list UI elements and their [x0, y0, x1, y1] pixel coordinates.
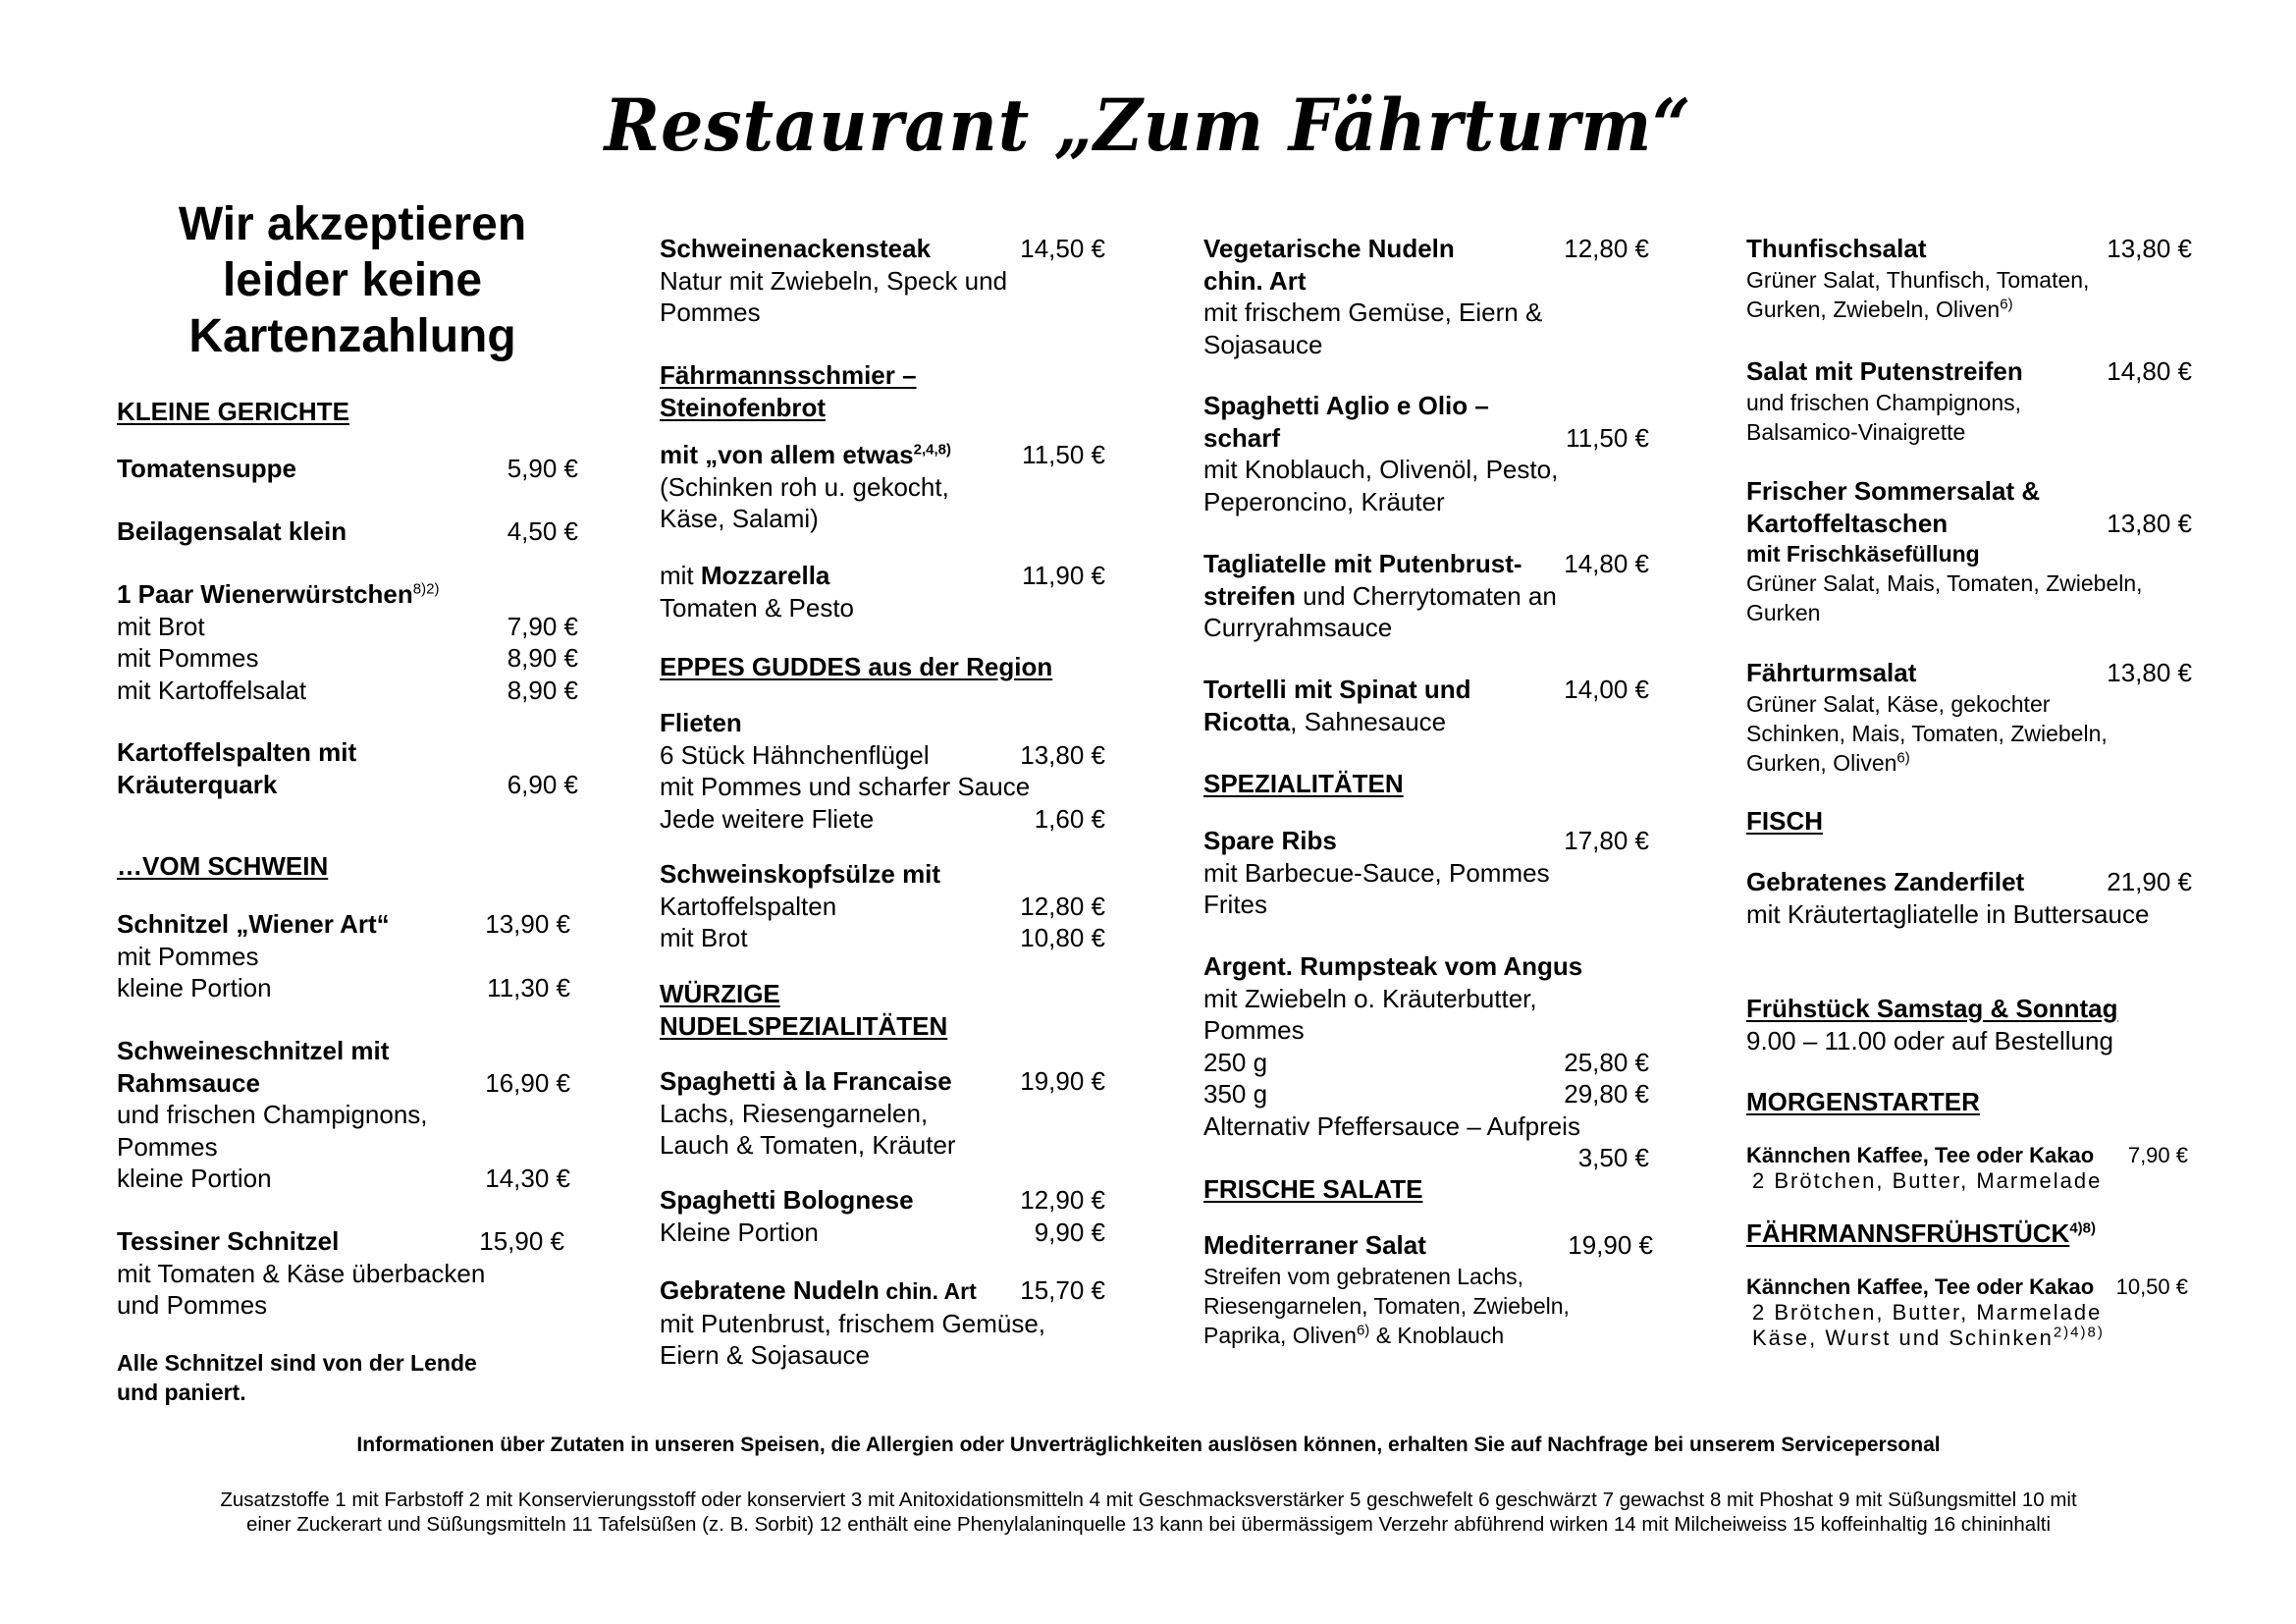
section-heading-frische-salate: FRISCHE SALATE [1203, 1174, 1423, 1204]
menu-item-kartoffelspalten: Kartoffelspalten mit Kräuterquark 6,90 € [117, 737, 578, 799]
menu-item-tortelli: Tortelli mit Spinat und 14,00 € Ricotta, Sahnesauce [1203, 675, 1649, 736]
section-heading-morgenstarter: MORGENSTARTER [1746, 1087, 1980, 1116]
menu-item-sommersalat: Frischer Sommersalat & Kartoffeltaschen 13,80 € mit Frischkäsefüllung Grüner Salat, Mais, Tomaten, Zwiebeln, Gurken [1746, 476, 2192, 625]
menu-item-thunfischsalat: Thunfischsalat 13,80 € Grüner Salat, Thunfisch, Tomaten, Gurken, Zwiebeln, Oliven$^{6)}$ [1746, 234, 2192, 322]
menu-item-tomatensuppe: Tomatensuppe 5,90 € [117, 454, 578, 483]
card-payment-notice: Wir akzeptieren leider keine Kartenzahlung [178, 198, 527, 362]
allergen-info: Informationen über Zutaten in unseren Speisen, die Allergien oder Unverträglichkeiten auslösen können, erhalten Sie auf Nachfrage bei unserem Servicepersonal [356, 1434, 1941, 1456]
menu-item-mediterraner-salat: Mediterraner Salat 19,90 € Streifen vom gebratenen Lachs, Riesengarnelen, Tomaten, Zwiebeln, Paprika, Oliven$^{6)}$ & Knoblauch [1203, 1230, 1653, 1348]
menu-item-schweinskopfsuelze: Schweinskopfsülze mit Kartoffelspalten 12,80 € mit Brot 10,80 € [660, 859, 1105, 952]
menu-item-spaghetti-francaise: Spaghetti à la Francaise 19,90 € Lachs, Riesengarnelen, Lauch & Tomaten, Kräuter [660, 1066, 1105, 1160]
menu-item-morgenstarter: Kännchen Kaffee, Tee oder Kakao 7,90 € 2 Brötchen, Butter, Marmelade [1746, 1143, 2188, 1193]
section-heading-spezialitaeten: SPEZIALITÄTEN [1203, 769, 1404, 798]
section-heading-eppes-guddes: EPPES GUDDES aus der Region [660, 652, 1053, 681]
menu-item-wienerwuerstchen: 1 Paar Wienerwürstchen$^{8)2)}$ mit Brot 7,90 € mit Pommes 8,90 € mit Kartoffelsalat 8,90 € [117, 579, 578, 705]
section-heading-vom-schwein: …VOM SCHWEIN [117, 851, 329, 881]
section-heading-faehrmannsschmier: Fährmannsschmier – Steinofenbrot [660, 360, 917, 422]
schnitzel-note: Alle Schnitzel sind von der Lende und paniert. [117, 1350, 477, 1405]
menu-item-faehrturmsalat: Fährturmsalat 13,80 € Grüner Salat, Käse, gekochter Schinken, Mais, Tomaten, Zwiebeln, Gurken, Oliven$^{6)}$ [1746, 658, 2192, 776]
menu-item-faehrmannsfruehstueck: Kännchen Kaffee, Tee oder Kakao 10,50 € 2 Brötchen, Butter, Marmelade Käse, Wurst und Schinken$^{2)4)8)}$ [1746, 1274, 2188, 1350]
menu-item-schweinenackensteak: Schweinenackensteak 14,50 € Natur mit Zwiebeln, Speck und Pommes [660, 234, 1105, 327]
menu-item-gebratene-nudeln: Gebratene Nudeln chin. Art 15,70 € mit Putenbrust, frischem Gemüse, Eiern & Sojasauce [660, 1275, 1105, 1370]
menu-item-schweineschnitzel: Schweineschnitzel mit Rahmsauce 16,90 € und frischen Champignons, Pommes kleine Portion 14,30 € [117, 1036, 570, 1193]
menu-item-rumpsteak: Argent. Rumpsteak vom Angus mit Zwiebeln o. Kräuterbutter, Pommes 250 g 25,80 € 350 g 29,80 € Alternativ Pfeffersauce – Aufpreis 3,50 € [1203, 951, 1649, 1172]
menu-item-beilagensalat: Beilagensalat klein 4,50 € [117, 516, 578, 546]
menu-item-zanderfilet: Gebratenes Zanderfilet 21,90 € mit Kräutertagliatelle in Buttersauce [1746, 867, 2192, 929]
menu-item-mozzarella: mit Mozzarella 11,90 € Tomaten & Pesto [660, 561, 1105, 623]
section-heading-fruehstueck: Frühstück Samstag & Sonntag 9.00 – 11.00 oder auf Bestellung [1746, 994, 2118, 1056]
menu-item-vegetarische-nudeln: Vegetarische Nudeln 12,80 € chin. Art mit frischem Gemüse, Eiern & Sojasauce [1203, 234, 1649, 359]
section-heading-faehrmannsfruehstueck: $FÄHRMANNSFRÜHSTÜCK^{4)8)}$ [1746, 1218, 2096, 1248]
menu-item-schnitzel-wiener-art: Schnitzel „Wiener Art“ 13,90 € mit Pommes kleine Portion 11,30 € [117, 909, 570, 1002]
menu-item-von-allem-etwas: mit „von allem etwas$^{2,4,8)}$ 11,50 € (Schinken roh u. gekocht, Käse, Salami) [660, 440, 1105, 533]
additives-info: Zusatzstoffe 1 mit Farbstoff 2 mit Konservierungsstoff oder konserviert 3 mit Anitoxidationsmitteln 4 mit Geschmacksverstärker 5 geschwefelt 6 geschwärzt 7 gewachst 8 mit Phoshat 9 mit Süßungsmittel 10 mit einer Zuckerart und Süßungsmitteln 11 Tafelsüßen (z. B. Sorbit) 12 enthält eine Phenylalaninquelle 13 kann bei übermässigem Verzehr abführend wirken 14 mit Milcheiweiss 15 koffeinhaltig 16 chininhalti [220, 1489, 2077, 1536]
section-heading-nudelspezialitaeten: WÜRZIGE NUDELSPEZIALITÄTEN [660, 979, 948, 1041]
menu-item-flieten: Flieten 6 Stück Hähnchenflügel 13,80 € mit Pommes und scharfer Sauce Jede weitere Fliete 1,60 € [660, 708, 1105, 834]
section-heading-kleine-gerichte: KLEINE GERICHTE [117, 397, 349, 426]
section-heading-fisch: FISCH [1746, 806, 1823, 836]
menu-item-aglio-olio: Spaghetti Aglio e Olio – scharf 11,50 € mit Knoblauch, Olivenöl, Pesto, Peperoncino, Kräuter [1203, 391, 1649, 516]
menu-item-spaghetti-bolognese: Spaghetti Bolognese 12,90 € Kleine Portion 9,90 € [660, 1185, 1105, 1247]
menu-item-salat-putenstreifen: Salat mit Putenstreifen 14,80 € und frischen Champignons, Balsamico-Vinaigrette [1746, 356, 2192, 445]
menu-item-spare-ribs: Spare Ribs 17,80 € mit Barbecue-Sauce, Pommes Frites [1203, 826, 1649, 919]
page-title: Restaurant „Zum Fährturm“ [604, 82, 1692, 169]
menu-item-tagliatelle: Tagliatelle mit Putenbrust- 14,80 € streifen und Cherrytomaten an Curryrahmsauce [1203, 549, 1649, 642]
menu-item-tessiner-schnitzel: Tessiner Schnitzel 15,90 € mit Tomaten & Käse überbacken und Pommes [117, 1226, 564, 1320]
